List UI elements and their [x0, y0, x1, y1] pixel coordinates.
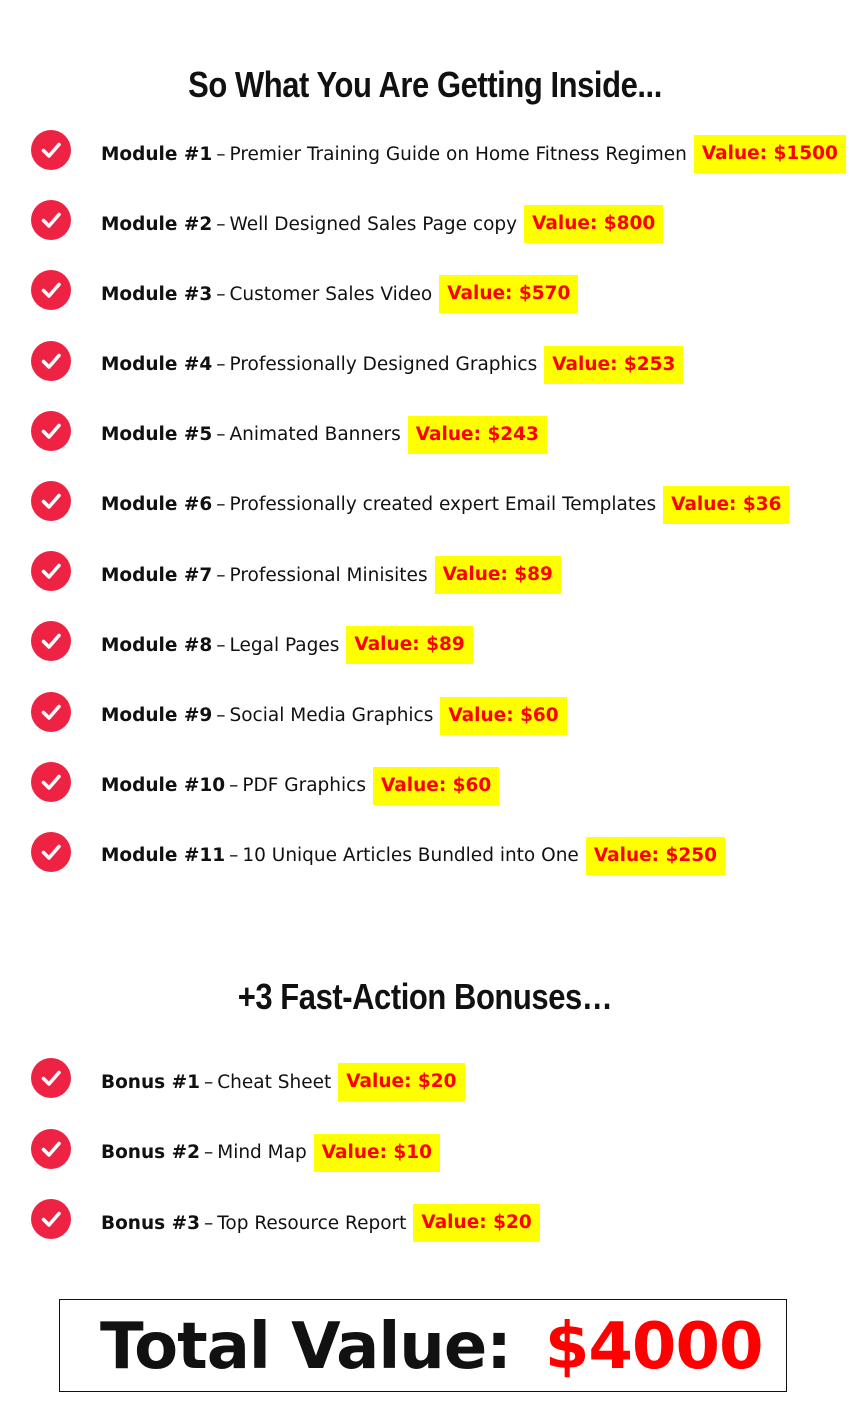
item-line: [101, 275, 578, 313]
item-name: Module #6: [101, 494, 213, 516]
item-separator: –: [216, 634, 226, 656]
module-list: [0, 129, 850, 901]
item-name: Module #7: [101, 564, 213, 586]
value-badge: Value: $89: [435, 556, 561, 594]
page-title: So What You Are Getting Inside...: [188, 64, 662, 106]
item-description: Professionally Designed Graphics: [229, 354, 538, 376]
check-circle-icon: [31, 1058, 71, 1098]
list-item: [0, 550, 850, 620]
total-label: Total Value:: [100, 1310, 511, 1384]
list-item: [0, 410, 850, 480]
item-separator: –: [216, 143, 226, 165]
check-circle-icon: [31, 200, 71, 240]
item-name: Module #8: [101, 634, 213, 656]
item-name: Module #11: [101, 845, 226, 867]
check-circle-icon: [31, 621, 71, 661]
item-separator: –: [216, 424, 226, 446]
list-item: [0, 480, 850, 550]
value-badge: Value: $253: [544, 346, 683, 384]
item-line: [101, 205, 663, 243]
value-badge: Value: $250: [586, 837, 725, 875]
check-circle-icon: [31, 551, 71, 591]
value-badge: Value: $60: [440, 697, 566, 735]
list-item: [0, 1128, 850, 1199]
bonus-list: [0, 1057, 850, 1269]
item-separator: –: [203, 1071, 214, 1093]
item-name: Module #9: [101, 705, 213, 726]
item-name: Module #1: [101, 143, 213, 165]
list-item: [0, 761, 850, 831]
item-description: PDF Graphics: [242, 775, 366, 797]
list-item: [0, 269, 850, 339]
value-badge: Value: $243: [408, 416, 547, 454]
check-circle-icon: [31, 341, 71, 381]
item-separator: –: [203, 1142, 214, 1163]
item-separator: –: [216, 283, 226, 305]
item-separator: –: [229, 775, 239, 797]
item-separator: –: [229, 845, 239, 867]
item-description: Social Media Graphics: [229, 705, 434, 726]
item-line: [101, 135, 846, 173]
item-name: Bonus #1: [101, 1071, 200, 1093]
list-item: [0, 1057, 850, 1128]
item-name: Module #5: [101, 424, 213, 446]
item-line: [101, 1063, 465, 1101]
item-name: Bonus #3: [101, 1212, 200, 1234]
item-line: [101, 1134, 440, 1172]
value-badge: Value: $10: [314, 1134, 440, 1172]
value-badge: Value: $89: [346, 626, 472, 664]
value-badge: Value: $800: [524, 205, 663, 243]
item-name: Module #2: [101, 213, 213, 235]
value-badge: Value: $36: [663, 486, 789, 524]
value-badge: Value: $20: [413, 1204, 539, 1242]
list-item: [0, 1198, 850, 1269]
item-line: [101, 486, 789, 524]
list-item: [0, 691, 850, 761]
item-separator: –: [216, 494, 226, 516]
item-name: Bonus #2: [101, 1142, 200, 1163]
item-description: 10 Unique Articles Bundled into One: [242, 845, 579, 867]
item-description: Animated Banners: [229, 424, 401, 446]
value-badge: Value: $20: [338, 1063, 464, 1101]
item-separator: –: [216, 354, 226, 376]
item-line: [101, 346, 683, 384]
check-circle-icon: [31, 270, 71, 310]
item-description: Premier Training Guide on Home Fitness Regimen: [229, 143, 687, 165]
check-circle-icon: [31, 692, 71, 732]
value-badge: Value: $60: [373, 767, 499, 805]
item-line: [101, 416, 547, 454]
value-badge: Value: $570: [439, 275, 578, 313]
total-value-line: [100, 1308, 771, 1386]
value-badge: Value: $1500: [694, 135, 846, 173]
item-name: Module #4: [101, 354, 213, 376]
item-line: [101, 837, 725, 875]
item-line: [101, 697, 567, 735]
check-circle-icon: [31, 130, 71, 170]
check-circle-icon: [31, 481, 71, 521]
item-description: Legal Pages: [229, 634, 340, 656]
item-separator: –: [216, 705, 226, 726]
item-line: [101, 556, 561, 594]
item-description: Professionally created expert Email Templates: [229, 494, 657, 516]
bonus-heading: +3 Fast-Action Bonuses…: [237, 975, 613, 1017]
check-circle-icon: [31, 832, 71, 872]
list-item: [0, 129, 850, 199]
item-line: [101, 626, 473, 664]
item-description: Cheat Sheet: [217, 1071, 332, 1093]
item-line: [101, 767, 499, 805]
check-circle-icon: [31, 411, 71, 451]
item-description: Mind Map: [217, 1142, 307, 1163]
item-line: [101, 1204, 540, 1242]
total-value-box: [59, 1299, 787, 1392]
list-item: [0, 620, 850, 690]
list-item: [0, 199, 850, 269]
item-description: Well Designed Sales Page copy: [229, 213, 518, 235]
item-description: Professional Minisites: [229, 564, 428, 586]
item-separator: –: [216, 213, 226, 235]
item-description: Customer Sales Video: [229, 283, 433, 305]
item-separator: –: [203, 1212, 214, 1234]
list-item: [0, 831, 850, 901]
list-item: [0, 340, 850, 410]
item-name: Module #10: [101, 775, 226, 797]
check-circle-icon: [31, 1199, 71, 1239]
check-circle-icon: [31, 1129, 71, 1169]
item-description: Top Resource Report: [217, 1212, 407, 1234]
item-name: Module #3: [101, 283, 213, 305]
item-separator: –: [216, 564, 226, 586]
check-circle-icon: [31, 762, 71, 802]
total-amount: $4000: [537, 1310, 771, 1384]
